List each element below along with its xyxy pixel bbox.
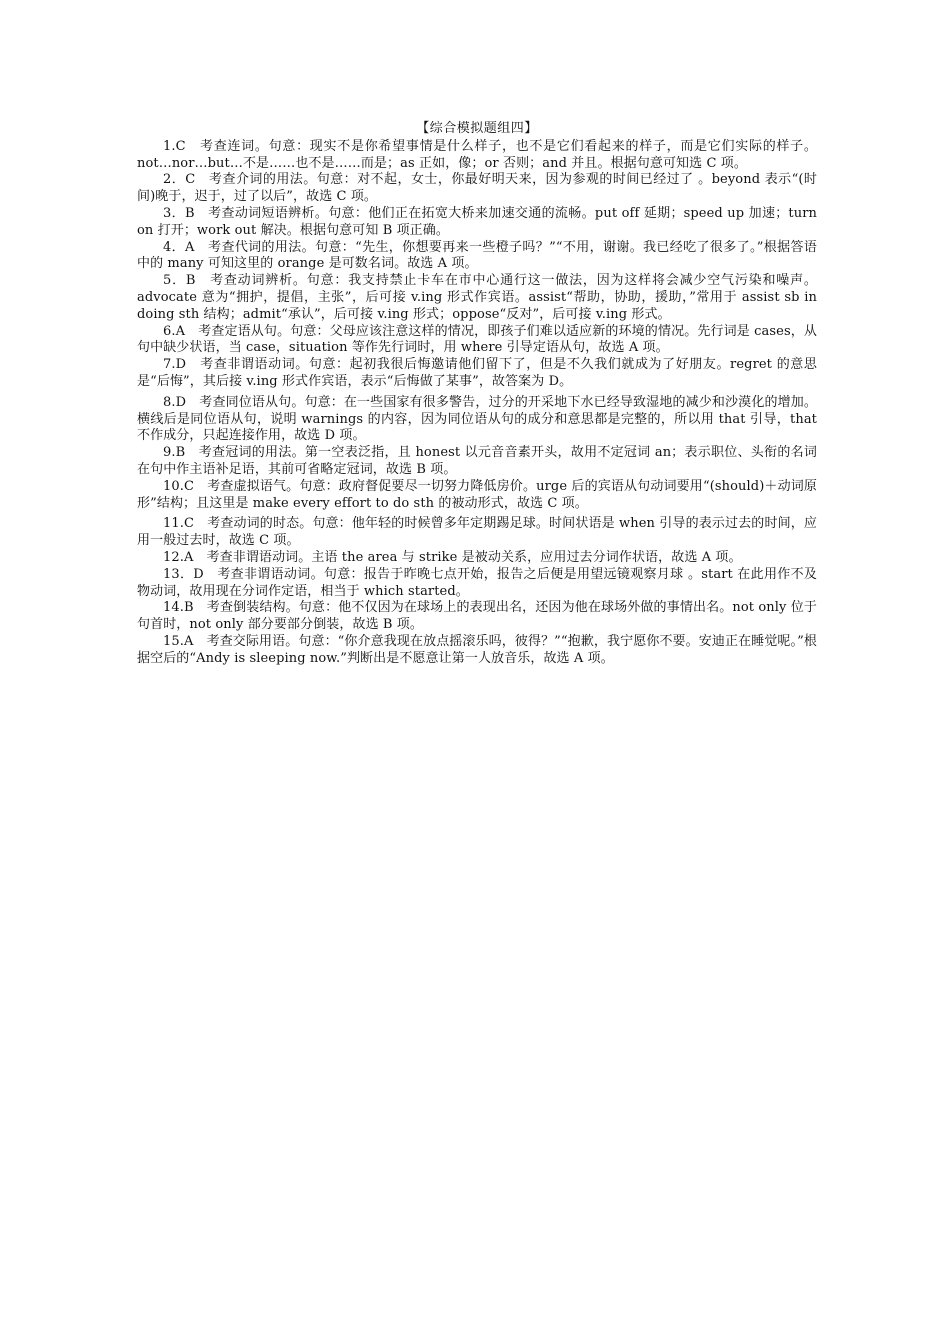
answer-key-content [137,121,817,668]
answer-item-11: 11.C 考查动词的时态。句意：他年轻的时候曾多年定期踢足球。时间状语是 when 引导的表示过去的时间，应用一般过去时，故选 C 项。 [137,516,817,549]
answer-item-4: 4．A 考查代词的用法。句意：“先生，你想要再来一些橙子吗？”“不用，谢谢。我已经吃了很多了。”根据答语中的 many 可知这里的 orange 是可数名词。故选 A 项。 [137,239,817,272]
section-title: 【综合模拟题组四】 [416,121,538,136]
answer-item-6: 6.A 考查定语从句。句意：父母应该注意这样的情况，即孩子们难以适应新的环境的情况。先行词是 cases，从句中缺少状语，当 case，situation 等作先行词时，用 where 引导定语从句，故选 A 项。 [137,323,817,356]
answer-item-15: 15.A 考查交际用语。句意：“你介意我现在放点摇滚乐吗，彼得？”“抱歉，我宁愿你不要。安迪正在睡觉呢。”根据空后的“Andy is sleeping now.”判断出是不愿意让第一人放音乐，故选 A 项。 [137,633,817,666]
answer-item-3: 3．B 考查动词短语辨析。句意：他们正在拓宽大桥来加速交通的流畅。put off 延期；speed up 加速；turn on 打开；work out 解决。根据句意可知 B 项正确。 [137,205,817,238]
answer-item-7: 7.D 考查非谓语动词。句意：起初我很后悔邀请他们留下了，但是不久我们就成为了好朋友。regret 的意思是“后悔”，其后接 v.ing 形式作宾语，表示“后悔做了某事”，故答案为 D。 [137,357,817,389]
answer-item-10: 10.C 考查虚拟语气。句意：政府督促要尽一切努力降低房价。urge 后的宾语从句动词要用“(should)＋动词原形”结构；且这里是 make every effort to do sth 的被动形式，故选 C 项。 [137,478,817,511]
answer-item-1: 1.C 考查连词。句意：现实不是你希望事情是什么样子，也不是它们看起来的样子，而是它们实际的样子。not…nor…but…不是……也不是……而是；as 正如，像；or 否则；and 并且。根据句意可知选 C 项。 [137,138,817,171]
answer-item-5: 5．B 考查动词辨析。句意：我支持禁止卡车在市中心通行这一做法，因为这样将会减少空气污染和噪声。advocate 意为“拥护，提倡，主张”，后可接 v.ing 形式作宾语。assist“帮助，协助，援助，”常用于 assist sb in doing sth 结构；admit“承认”，后可接 v.ing 形式；oppose“反对”，后可接 v.ing 形式。 [137,273,817,322]
answer-item-8: 8.D 考查同位语从句。句意：在一些国家有很多警告，过分的开采地下水已经导致湿地的减少和沙漠化的增加。横线后是同位语从句，说明 warnings 的内容，因为同位语从句的成分和意思都是完整的，所以用 that 引导，that 不作成分，只起连接作用，故选 D 项。 [137,394,817,444]
answer-item-2: 2．C 考查介词的用法。句意：对不起，女士，你最好明天来，因为参观的时间已经过了 。beyond 表示“(时间)晚于，迟于，过了以后”，故选 C 项。 [137,172,817,205]
answer-item-12: 12.A 考查非谓语动词。主语 the area 与 strike 是被动关系，应用过去分词作状语，故选 A 项。 [163,549,742,565]
answer-item-9: 9.B 考查冠词的用法。第一空表泛指，且 honest 以元音音素开头，故用不定冠词 an；表示职位、头衔的名词在句中作主语补足语，其前可省略定冠词，故选 B 项。 [137,445,817,477]
answer-item-14: 14.B 考查倒装结构。句意：他不仅因为在球场上的表现出名，还因为他在球场外做的事情出名。not only 位于句首时，not only 部分要部分倒装，故选 B 项。 [137,600,817,633]
answer-item-13: 13．D 考查非谓语动词。句意：报告于昨晚七点开始，报告之后便是用望远镜观察月球 。start 在此用作不及物动词，故用现在分词作定语，相当于 which started。 [137,566,817,599]
